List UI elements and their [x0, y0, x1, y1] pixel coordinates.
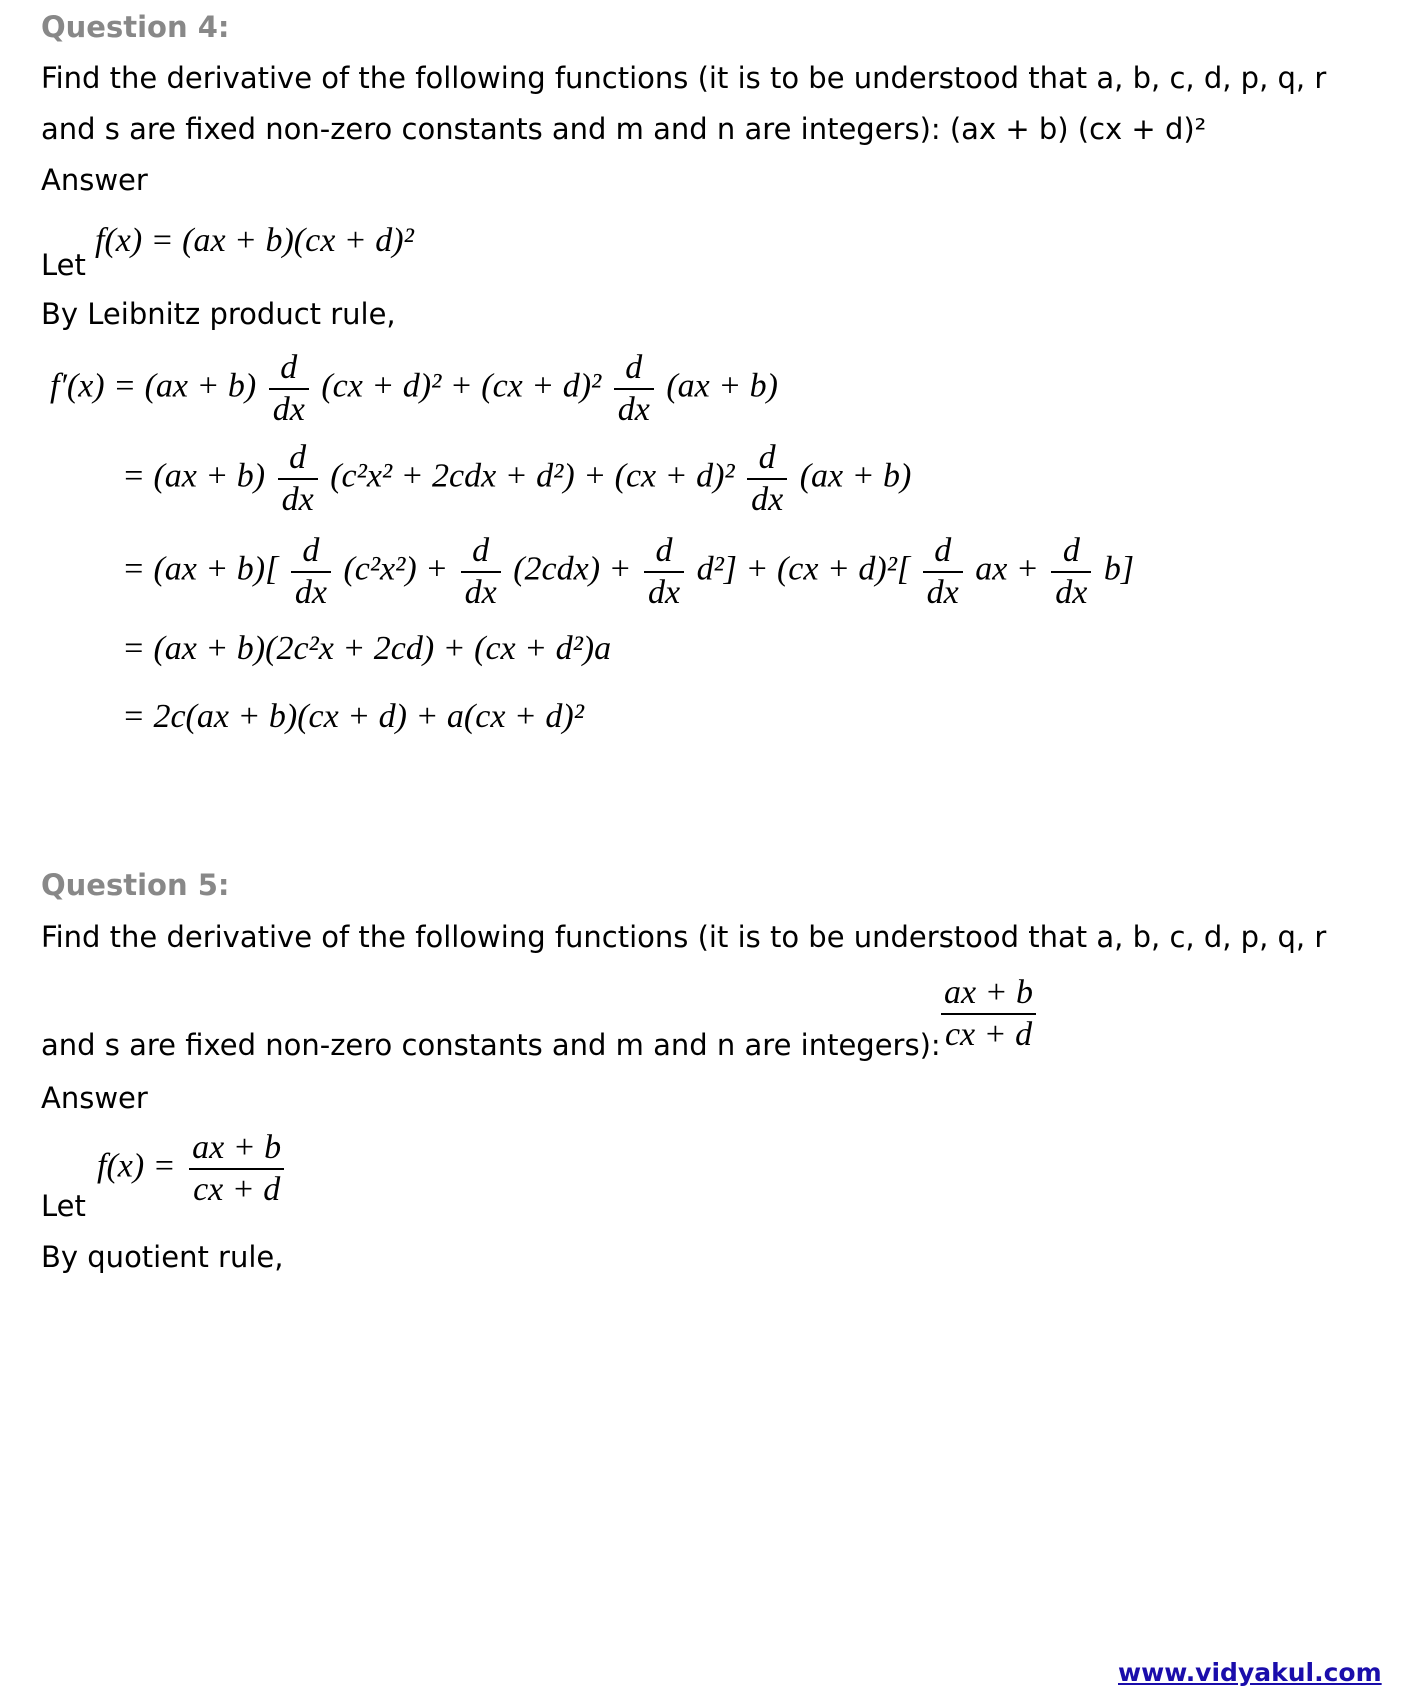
q4-answer-label: Answer	[41, 163, 148, 197]
derivative-fraction: $\frac{d}{dx}$	[747, 440, 787, 517]
q4-let-expression: f(x) = (ax + b)(cx + d)²	[95, 222, 414, 259]
q4-step3-c: (2cdx) +	[513, 550, 632, 588]
q5-statement-line2: and s are fixed non-zero constants and m and n are integers):	[41, 1028, 941, 1062]
derivative-fraction: $\frac{d}{dx}$	[923, 533, 963, 610]
q4-step1-end: (ax + b)	[666, 367, 778, 405]
q4-statement-line2: and s are fixed non-zero constants and m and n are integers): (ax + b) (cx + d)²	[41, 112, 1207, 146]
q4-step1-lhs: f′(x) = (ax + b)	[50, 367, 257, 405]
q5-heading: Question 5:	[41, 868, 230, 902]
q4-step5: = 2c(ax + b)(cx + d) + a(cx + d)²	[122, 698, 584, 735]
q4-step2-lhs: = (ax + b)	[122, 457, 266, 495]
q4-statement-line1: Find the derivative of the following functions (it is to be understood that a, b, c, d, p, q, r	[41, 61, 1327, 95]
q4-step1	[50, 350, 778, 427]
footer-link[interactable]: www.vidyakul.com	[1118, 1658, 1382, 1687]
derivative-fraction: $\frac{d}{dx}$	[461, 533, 501, 610]
derivative-fraction: $\frac{d}{dx}$	[1051, 533, 1091, 610]
q4-heading: Question 4:	[41, 10, 230, 44]
q4-step1-mid: (cx + d)² + (cx + d)²	[321, 367, 602, 405]
derivative-fraction: $\frac{d}{dx}$	[644, 533, 684, 610]
q5-let-expression: f(x) = $\frac{ax + b}{cx + d}$	[97, 1130, 289, 1207]
q4-step4: = (ax + b)(2c²x + 2cd) + (cx + d²)a	[122, 630, 612, 667]
q4-rule-text: By Leibnitz product rule,	[41, 297, 396, 331]
derivative-fraction: $\frac{d}{dx}$	[278, 440, 318, 517]
q5-rule-text: By quotient rule,	[41, 1240, 284, 1274]
q5-answer-label: Answer	[41, 1081, 148, 1115]
q4-step3-f: b]	[1103, 550, 1135, 588]
q4-step3-b: (c²x²) +	[343, 550, 449, 588]
derivative-fraction: $\frac{d}{dx}$	[291, 533, 331, 610]
q4-step3	[122, 533, 1134, 610]
derivative-fraction: $\frac{d}{dx}$	[614, 350, 654, 427]
derivative-fraction: $\frac{d}{dx}$	[269, 350, 309, 427]
q4-step2-mid: (c²x² + 2cdx + d²) + (cx + d)²	[330, 457, 735, 495]
q5-let-label: Let	[41, 1189, 86, 1223]
q4-step2	[122, 440, 911, 517]
q5-function-fraction: $\frac{ax + b}{cx + d}$	[936, 975, 1041, 1052]
q5-statement-line1: Find the derivative of the following functions (it is to be understood that a, b, c, d, p, q, r	[41, 920, 1327, 954]
q4-step2-end: (ax + b)	[799, 457, 912, 495]
q4-step3-a: = (ax + b)[	[122, 550, 279, 588]
q4-let-label: Let	[41, 248, 86, 282]
q4-step3-e: ax +	[975, 550, 1039, 588]
q4-step3-d: d²] + (cx + d)²[	[696, 550, 911, 588]
